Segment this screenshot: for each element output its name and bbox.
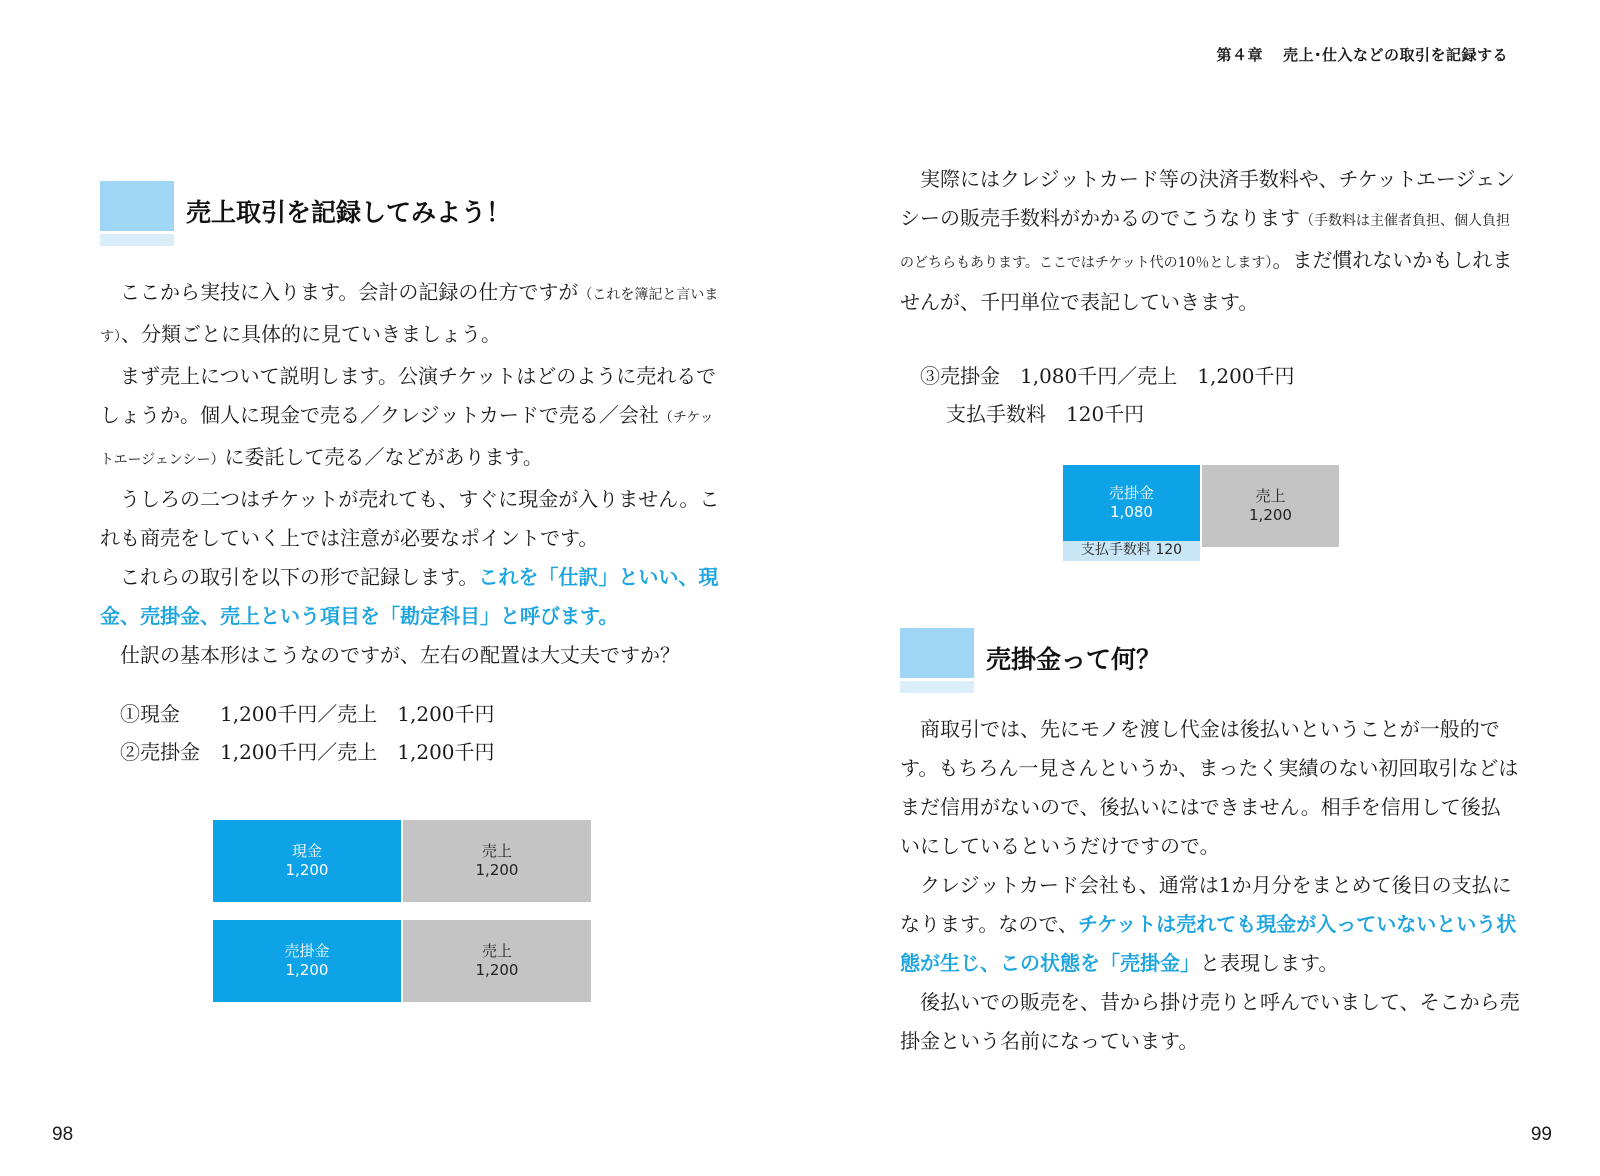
paragraph: 商取引では、先にモノを渡し代金は後払いということが一般的です。もちろん一見さんというか、まったく実績のない初回取引などはまだ信用がないので、後払いにはできません。相手を信用して後払いにしているというだけですので。 [900,717,1519,858]
highlight-text: チケットは売れても現金が入っていないという状態が生じ、この状態を「売掛金」 [900,912,1517,975]
running-head [1216,44,1508,65]
paragraph: まず売上について説明します。公演チケットはどのように売れるでしょうか。個人に現金で売る／クレジットカードで売る／会社（チケットエージェンシー）に委託して売る／などがあります。 [100,364,716,469]
journal-entry-3-fee: 支払手数料 120千円 [946,402,1145,426]
debit-box-receivable: 売掛金 1,080 [1063,465,1200,541]
journal-entry-2: ②売掛金 1,200千円／売上 1,200千円 [120,740,495,764]
chapter-number: 第４章 [1216,46,1263,64]
paragraph: 後払いでの販売を、昔から掛け売りと呼んでいまして、そこから売掛金という名前になっています。 [900,990,1520,1053]
heading-marker-block [900,628,974,678]
page-number-right: 99 [1530,1124,1552,1145]
note-text: （手数料は主催者負担、個人負担のどちらもあります。ここではチケット代の10％とします） [900,213,1510,271]
paragraph: これらの取引を以下の形で記録します。これを「仕訳」といい、現金、売掛金、売上という項目を「勘定科目」と呼びます。 [100,565,719,628]
chapter-title: 売上･仕入などの取引を記録する [1282,46,1508,64]
paragraph: うしろの二つはチケットが売れても、すぐに現金が入りません。これも商売をしていく上では注意が必要なポイントです。 [100,487,720,550]
heading-marker-block [100,181,174,231]
note-text: （チケットエージェンシー） [100,410,714,468]
paragraph: 仕訳の基本形はこうなのですが、左右の配置は大丈夫ですか？ [120,643,680,667]
paragraph: 実際にはクレジットカード等の決済手数料や、チケットエージェンシーの販売手数料がかかるのでこうなります（手数料は主催者負担、個人負担のどちらもあります。ここではチケット代の10％とします）。まだ慣れないかもしれませんが、千円単位で表記していきます。 [900,167,1516,314]
heading-marker-bar [100,234,174,246]
credit-box-sales: 売上 1,200 [403,820,591,902]
note-text: （これを簿記と言います） [100,287,719,345]
right-body-text-top [900,160,1520,322]
paragraph: ここから実技に入ります。会計の記録の仕方ですが（これを簿記と言います）、分類ごとに具体的に見ていきましょう。 [100,280,719,346]
credit-box-sales: 売上 1,200 [1202,465,1339,547]
fee-box: 支払手数料 120 [1063,541,1200,561]
left-body-text [100,273,720,675]
journal-entry-3: ③売掛金 1,080千円／売上 1,200千円 [920,364,1295,388]
credit-box-sales: 売上 1,200 [403,920,591,1002]
section-title: 売上取引を記録してみよう！ [186,198,512,227]
journal-entry-1: ①現金 1,200千円／売上 1,200千円 [120,702,495,726]
right-body-text-bottom [900,710,1520,1061]
heading-marker-bar [900,681,974,693]
section-title: 売掛金って何？ [986,645,1162,674]
debit-box-cash: 現金 1,200 [213,820,401,902]
page-number-left: 98 [52,1124,74,1145]
highlight-text: これを「仕訳」といい、現金、売掛金、売上という項目を「勘定科目」と呼びます。 [100,565,719,628]
paragraph: クレジットカード会社も、通常は1か月分をまとめて後日の支払になります。なので、チケットは売れても現金が入っていないという状態が生じ、この状態を「売掛金」と表現します。 [900,873,1517,975]
debit-box-receivable: 売掛金 1,200 [213,920,401,1002]
